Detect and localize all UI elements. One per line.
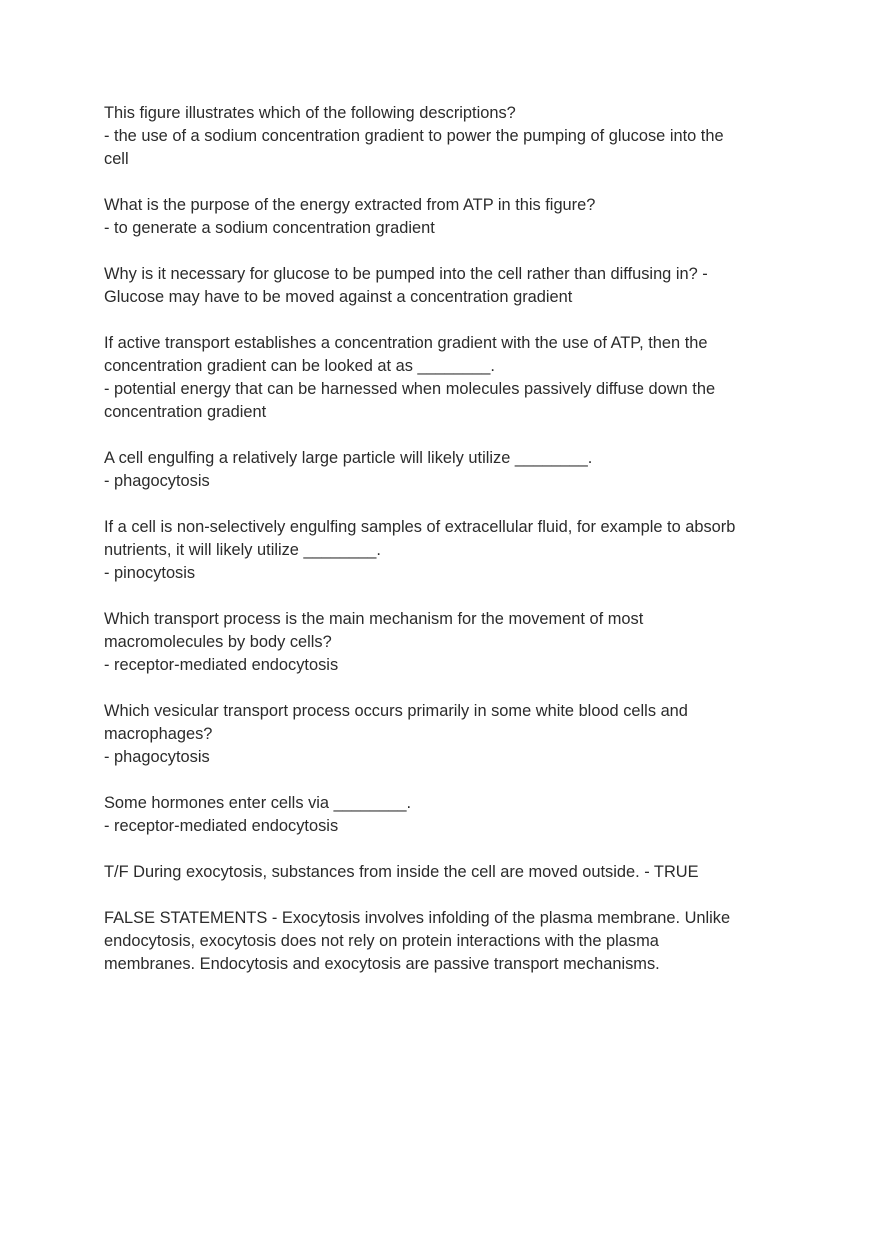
answer-line: Glucose may have to be moved against a concentration gradient [104, 288, 573, 306]
question-line: Which vesicular transport process occurs primarily in some white blood cells and [104, 702, 688, 720]
answer-line: - pinocytosis [104, 564, 196, 582]
answer-line: - phagocytosis [104, 748, 210, 766]
statement-line: FALSE STATEMENTS - Exocytosis involves infolding of the plasma membrane. Unlike [104, 909, 731, 927]
question-line: This figure illustrates which of the following descriptions? [104, 104, 516, 122]
qa-block [104, 447, 784, 493]
question-line: A cell engulfing a relatively large particle will likely utilize ________. [104, 449, 593, 467]
qa-block [104, 861, 784, 884]
question-line: If a cell is non-selectively engulfing samples of extracellular fluid, for example to absorb [104, 518, 736, 536]
answer-line: - receptor-mediated endocytosis [104, 817, 339, 835]
qa-block [104, 700, 784, 769]
answer-line: - phagocytosis [104, 472, 210, 490]
qa-block [104, 332, 784, 424]
question-line: nutrients, it will likely utilize ________. [104, 541, 381, 559]
qa-block [104, 516, 784, 585]
question-line: Which transport process is the main mechanism for the movement of most [104, 610, 644, 628]
true-false-line: T/F During exocytosis, substances from inside the cell are moved outside. - TRUE [104, 863, 699, 881]
question-line: Some hormones enter cells via ________. [104, 794, 412, 812]
qa-block [104, 263, 784, 309]
document-body [104, 102, 784, 999]
question-line: concentration gradient can be looked at as ________. [104, 357, 495, 375]
answer-line: cell [104, 150, 129, 168]
statement-line: membranes. Endocytosis and exocytosis are passive transport mechanisms. [104, 955, 660, 973]
question-line: If active transport establishes a concentration gradient with the use of ATP, then the [104, 334, 708, 352]
qa-block [104, 102, 784, 171]
false-statements-block [104, 907, 784, 976]
qa-block [104, 608, 784, 677]
question-line: What is the purpose of the energy extracted from ATP in this figure? [104, 196, 596, 214]
statement-line: endocytosis, exocytosis does not rely on protein interactions with the plasma [104, 932, 659, 950]
answer-line: - receptor-mediated endocytosis [104, 656, 339, 674]
qa-block [104, 792, 784, 838]
answer-line: - potential energy that can be harnessed when molecules passively diffuse down the [104, 380, 716, 398]
answer-line: - the use of a sodium concentration gradient to power the pumping of glucose into the [104, 127, 724, 145]
question-line: Why is it necessary for glucose to be pumped into the cell rather than diffusing in? - [104, 265, 708, 283]
answer-line: concentration gradient [104, 403, 267, 421]
answer-line: - to generate a sodium concentration gradient [104, 219, 435, 237]
qa-block [104, 194, 784, 240]
question-line: macromolecules by body cells? [104, 633, 332, 651]
question-line: macrophages? [104, 725, 213, 743]
